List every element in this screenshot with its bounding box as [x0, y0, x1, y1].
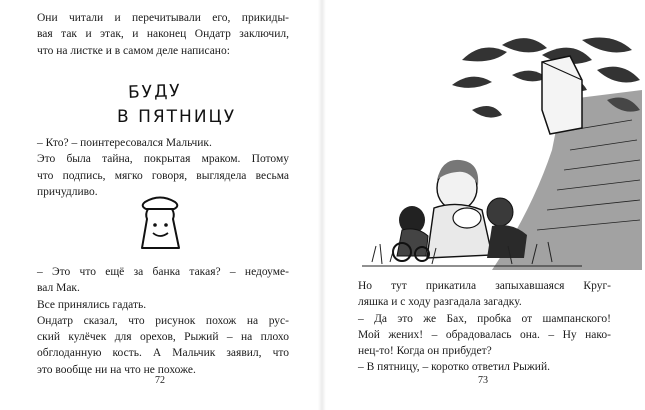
- jar-doodle-icon: [135, 192, 185, 252]
- page-number-left: 72: [155, 375, 165, 386]
- text-line: причудливо.: [37, 185, 98, 198]
- paragraph-mystery: [37, 135, 289, 200]
- text-line: что на листке и в самом деле написано:: [37, 44, 230, 57]
- page-number-right: 73: [478, 375, 488, 386]
- handwritten-note: [115, 82, 245, 134]
- left-page: [0, 0, 322, 410]
- text-line: это вообще ни на что не похоже.: [37, 363, 196, 376]
- right-page: [322, 0, 645, 410]
- text-line: – Да это же Бах, пробка от шампанского!: [358, 312, 611, 325]
- handwritten-line-2: В ПЯТНИЦУ: [117, 107, 237, 127]
- animal-head: [487, 198, 513, 226]
- text-line: ляшка и с ходу разгадала загадку.: [358, 296, 522, 309]
- paragraph-kruglyashka: [358, 278, 611, 376]
- paper: [453, 208, 481, 228]
- text-line: нец-то! Когда он прибудет?: [358, 345, 492, 358]
- paragraph-intro: [37, 10, 289, 59]
- handwritten-line-1: БУДУ: [127, 81, 183, 103]
- text-line: ский кулёчек для орехов, Рыжий – на плохо: [37, 331, 289, 344]
- text-line: что подпись, мягко говоря, выглядела весьма: [37, 169, 289, 182]
- text-line: Они читали и перечитывали его, прикиды-: [37, 12, 289, 24]
- text-line: обглоданную кость. А Мальчик заявил, что: [37, 347, 289, 360]
- text-line: Мой жених! – обрадовалась она. – Ну нако-: [358, 328, 611, 341]
- text-line: Это была тайна, покрытая мраком. Потому: [37, 153, 289, 166]
- text-line: – Это что ещё за банка такая? – недоуме-: [37, 266, 289, 278]
- paragraph-guessing: [37, 264, 289, 378]
- text-line: вал Мак.: [37, 282, 80, 295]
- text-line: Ондатр сказал, что рисунок похож на рус-: [37, 314, 289, 327]
- text-line: – Кто? – поинтересовался Мальчик.: [37, 137, 212, 149]
- text-line: Все принялись гадать.: [37, 298, 147, 311]
- illustration-characters-under-tree: [342, 30, 642, 270]
- text-line: вая так и этак, и наконец Ондатр заключил,: [37, 28, 289, 41]
- text-line: Но тут прикатила запыхавшаяся Круг-: [358, 280, 611, 292]
- text-line: – В пятницу, – коротко ответил Рыжий.: [358, 361, 550, 374]
- lantern: [542, 56, 582, 134]
